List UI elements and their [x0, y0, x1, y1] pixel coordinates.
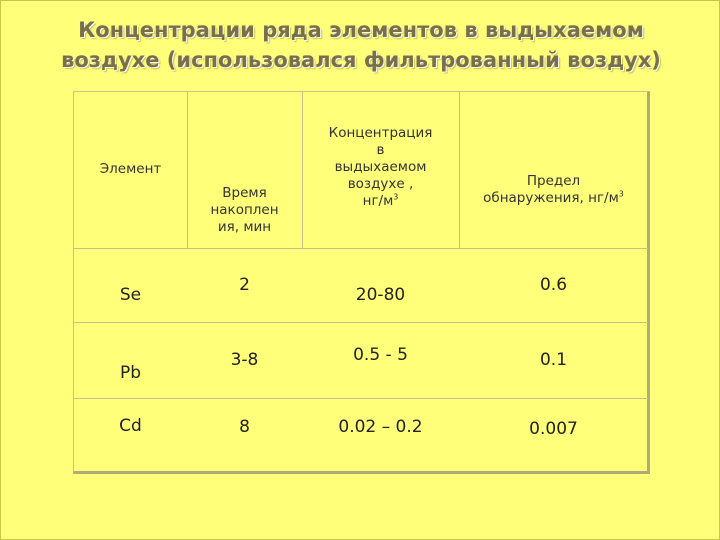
data-table: [73, 91, 650, 474]
header-concentration: Концентрация в выдыхаемом воздухе , $нг/м^3$: [328, 124, 433, 209]
cell-concentration: 20-80: [355, 285, 406, 305]
cell-limit: 0.6: [539, 275, 568, 295]
title-line-1: Концентрации ряда элементов в выдыхаемом: [78, 18, 644, 42]
cell-element: Cd: [119, 416, 142, 436]
cell-time: 2: [239, 275, 250, 295]
cell-element: Pb: [119, 363, 142, 383]
header-element: Элемент: [99, 161, 162, 177]
cell-limit: 0.1: [539, 350, 568, 370]
header-limit: Предел обнаружения, $нг/м^3$: [483, 173, 624, 206]
cell-concentration: 0.5 - 5: [353, 345, 408, 365]
title-line-2: воздухе (использовался фильтрованный воздух): [61, 48, 661, 72]
cell-concentration: 0.02 – 0.2: [338, 417, 423, 437]
cell-time: 3-8: [230, 350, 259, 370]
cell-limit: 0.007: [529, 419, 578, 439]
slide-title: [41, 15, 681, 75]
header-time: Время накоплен ия, мин: [210, 184, 279, 235]
cell-element: Se: [119, 285, 142, 305]
cell-time: 8: [239, 417, 250, 437]
